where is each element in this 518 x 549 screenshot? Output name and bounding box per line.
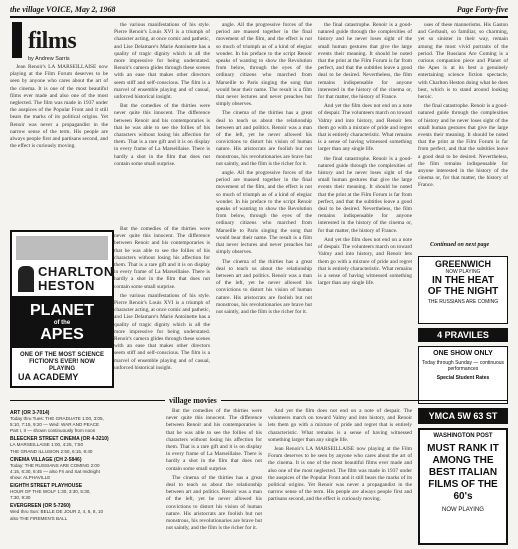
ad-greenwich-line4: THE RUSSIANS ARE COMING	[427, 299, 499, 305]
ad-must-foot: NOW PLAYING	[442, 507, 484, 513]
page-header	[10, 4, 508, 16]
article-column-6: But the comedies of the thirties were never quite this innocent. The difference between Renoir and his contemporaries is that he was able to see the follies of his characters without losing his affection for them. That is a rare gift and it is on display in every frame of La Marseillaise. There is hardly a shot in the film that does not contain some small surprise. The cinema of the thirties has a great deal to teach us about the relationship between art and politics. Renoir was a man of the left, yet he never allowed his convictions to distort his vision of human nature. His aristocrats are foolish but not monstrous, his revolutionaries are brave but not saintly, and the film is the richer for it.	[166, 408, 262, 532]
continued-note: Continued on next page	[430, 242, 490, 248]
films-heading	[10, 22, 106, 62]
ad-ymca	[418, 408, 508, 424]
article-column-2-lower: But the comedies of the thirties were never quite this innocent. The difference between Renoir and his contemporaries is that he was able to see the follies of his characters without losing his affection for them. That is a rare gift and it is on display in every frame of La Marseillaise. There is hardly a shot in the film that does not contain some small surprise. the various manifestations of his style. Pierre Renoir's Louis XVI is a triumph of character acting, at once comic and pathetic, and Lise Delamare's Marie Antoinette has a quality of tragic dignity which is all the more impressive for being understated. Renoir's camera glides through these scenes with an ease that makes other directors seem stiff and self-conscious. The film is a marvel of ensemble playing and of casual, unforced historical insight.	[114, 226, 210, 371]
newspaper-page	[10, 4, 508, 545]
page-number: Page Forty-five	[456, 5, 508, 14]
ad-small-head: ONE SHOW ONLY	[433, 350, 493, 357]
section-label: village movies	[165, 396, 221, 405]
listing-5: EVERGREEN (OR 5-7260) Wed thru Sun: BELLE DE JOUR 2, 4, 6, 8, 10 also THE FIREMEN'S BALL	[10, 503, 104, 521]
listing-2: BLEECKER STREET CINEMA (OR 4-3210) LA MARSEILLAISE 1:00, 4:25, 7:50 THE GRAND ILLUSION 2:50, 6:15, 9:40	[10, 436, 109, 454]
drop-letter	[12, 22, 22, 58]
ad-greenwich-line3: OF THE NIGHT	[427, 286, 499, 297]
ad-small-body: Today through Sunday — continuous performances	[422, 360, 504, 372]
ad-star-last: HESTON	[38, 278, 95, 293]
ad-greenwich-title: GREENWICH	[435, 259, 491, 269]
ad-planet-of-the-apes	[10, 230, 114, 388]
ad-must-head: WASHINGTON POST	[433, 433, 493, 439]
article-column-7: And yet the film does not end on a note of despair. The volunteers march on toward Valmy and into history, and Renoir lets them go with a mixture of pride and regret that is entirely characteristic. What remains is a sense of having witnessed something larger than any single life. Jean Renoir's LA MARSEILLAISE now playing at the Film Forum deserves to be seen by anyone who cares about the art of the cinema. It is one of the most beautiful films ever made and also one of the most neglected. The film was made in 1937 under the auspices of the Popular Front and it still bears the marks of its political origins. Yet Renoir was never a propagandist in the narrow sense of the term. His people are always people first and partisans second, and the effect is curiously moving.	[268, 408, 412, 503]
ad-greenwich	[418, 256, 508, 324]
ad-title-2: APES	[40, 326, 84, 343]
ad-dark-banner	[418, 328, 508, 342]
ad-small-foot: Special Student Rates	[436, 375, 490, 381]
article-column-1: Jean Renoir's LA MARSEILLAISE now playing at the Film Forum deserves to be seen by anyone who cares about the art of the cinema. It is one of the most beautiful films ever made and also one of the most neglected. The film was made in 1937 under the auspices of the Popular Front and it still bears the marks of its political origins. Yet Renoir was never a propagandist in the narrow sense of the term. His people are always people first and partisans second, and the effect is curiously moving.	[10, 64, 108, 150]
ad-ymca-text: YMCA 5W 63 ST	[428, 411, 498, 421]
ad-must-rank	[418, 428, 508, 545]
ad-greenwich-line1: NOW PLAYING	[445, 269, 481, 275]
ad-theatre: UA ACADEMY	[18, 372, 79, 382]
ad-title-of: of the	[53, 320, 71, 326]
header-rule	[10, 16, 508, 18]
article-column-4: the final catastrophe. Renoir is a good-natured guide through the complexities of history and he never loses sight of the small human gestures that give the large events their meaning. It should be noted that the print at the Film Forum is far from perfect, and that the subtitles leave a good deal to be desired. Nevertheless, the film remains indispensable for anyone interested in the history of the cinema or, for that matter, the history of France. And yet the film does not end on a note of despair. The volunteers march on toward Valmy and into history, and Renoir lets them go with a mixture of pride and regret that is entirely characteristic. What remains is a sense of having witnessed something larger than any single life. the final catastrophe. Renoir is a good-natured guide through the complexities of history and he never loses sight of the small human gestures that give the large events their meaning. It should be noted that the print at the Film Forum is far from perfect, and that the subtitles leave a good deal to be desired. Nevertheless, the film remains indispensable for anyone interested in the history of the cinema or, for that matter, the history of France. And yet the film does not end on a note of despair. The volunteers march on toward Valmy and into history, and Renoir lets them go with a mixture of pride and regret that is entirely characteristic. What remains is a sense of having witnessed something larger than any single life.	[318, 22, 412, 287]
ad-title-block	[12, 296, 112, 348]
article-column-5: uses of these mannerisms. His Gaston and Gerbault, so familiar, so charming, yet so sinister in their way, remain among the most vivid portraits of the period. The Russians Are Coming is a curious companion piece and Planet of the Apes is at its best a genuinely entertaining science fiction spectacle, with Charlton Heston doing what he does best, which is to stand around looking heroic. the final catastrophe. Renoir is a good-natured guide through the complexities of history and he never loses sight of the small human gestures that give the large events their meaning. It should be noted that the print at the Film Forum is far from perfect, and that the subtitles leave a good deal to be desired. Nevertheless, the film remains indispensable for anyone interested in the history of the cinema or, for that matter, the history of France.	[418, 22, 508, 189]
masthead-date: the village VOICE, May 2, 1968	[10, 5, 116, 14]
ad-figure-silhouette	[18, 266, 34, 292]
ad-dark-banner-text: 4 PRAVILES	[437, 330, 489, 340]
byline: by Andrew Sarris	[28, 56, 70, 62]
ad-must-big: MUST RANK IT AMONG THE BEST ITALIAN FILMS OF THE 60's	[427, 443, 499, 502]
section-rule	[10, 400, 508, 401]
village-movies-header	[10, 396, 508, 406]
ad-tagline: ONE OF THE MOST SCIENCE FICTION'S EVER! NOW PLAYING	[19, 352, 104, 372]
ad-star-first: CHARLTON	[38, 264, 114, 279]
ad-photo	[16, 236, 108, 260]
listing-3: CINEMA VILLAGE (CH 2-5846) Today: THE RUSSIANS ARE COMING 2:00 4:15, 6:30, 8:45 — also Fri and Sat midnight show: ALPHAVILLE	[10, 456, 100, 480]
article-column-2: the various manifestations of his style. Pierre Renoir's Louis XVI is a triumph of character acting, at once comic and pathetic, and Lise Delamare's Marie Antoinette has a quality of tragic dignity which is all the more impressive for being understated. Renoir's camera glides through these scenes with an ease that makes other directors seem stiff and self-conscious. The film is a marvel of ensemble playing and of casual, unforced historical insight. But the comedies of the thirties were never quite this innocent. The difference between Renoir and his contemporaries is that he was able to see the follies of his characters without losing his affection for them. That is a rare gift and it is on display in every frame of La Marseillaise. There is hardly a shot in the film that does not contain some small surprise.	[114, 22, 210, 167]
section-title: films	[28, 28, 77, 54]
movie-listings	[10, 408, 160, 545]
listing-1: ART (OR 3-7014) Today thru Tues: THE GRADUATE 1:00, 3:05, 5:10, 7:15, 9:20 — Wed: WAR AND PEACE Part I, II — shown continuously from noon	[10, 410, 104, 434]
ad-title-1: PLANET	[30, 302, 94, 319]
article-column-3: angle. All the progressive forces of the period are massed together in the final movement of the film, and the effect is not so much of triumph as of a kind of elegiac wonder. In his preface to the script Renoir speaks of wanting to show the Revolution from below, through the eyes of the ordinary citizens who marched from Marseille to Paris singing the song that would bear their name. The result is a film that never lectures and never preaches but simply observes. The cinema of the thirties has a great deal to teach us about the relationship between art and politics. Renoir was a man of the left, yet he never allowed his convictions to distort his vision of human nature. His aristocrats are foolish but not monstrous, his revolutionaries are brave but not saintly, and the film is the richer for it. angle. All the progressive forces of the period are massed together in the final movement of the film, and the effect is not so much of triumph as of a kind of elegiac wonder. In his preface to the script Renoir speaks of wanting to show the Revolution from below, through the eyes of the ordinary citizens who marched from Marseille to Paris singing the song that would bear their name. The result is a film that never lectures and never preaches but simply observes. The cinema of the thirties has a great deal to teach us about the relationship between art and politics. Renoir was a man of the left, yet he never allowed his convictions to distort his vision of human nature. His aristocrats are foolish but not monstrous, his revolutionaries are brave but not saintly, and the film is the richer for it.	[216, 22, 312, 315]
listing-4: EIGHTH STREET PLAYHOUSE HOUR OF THE WOLF 1:30, 3:30, 5:30, 7:30, 9:30	[10, 483, 91, 501]
ad-greenwich-line2: IN THE HEAT	[431, 275, 495, 286]
